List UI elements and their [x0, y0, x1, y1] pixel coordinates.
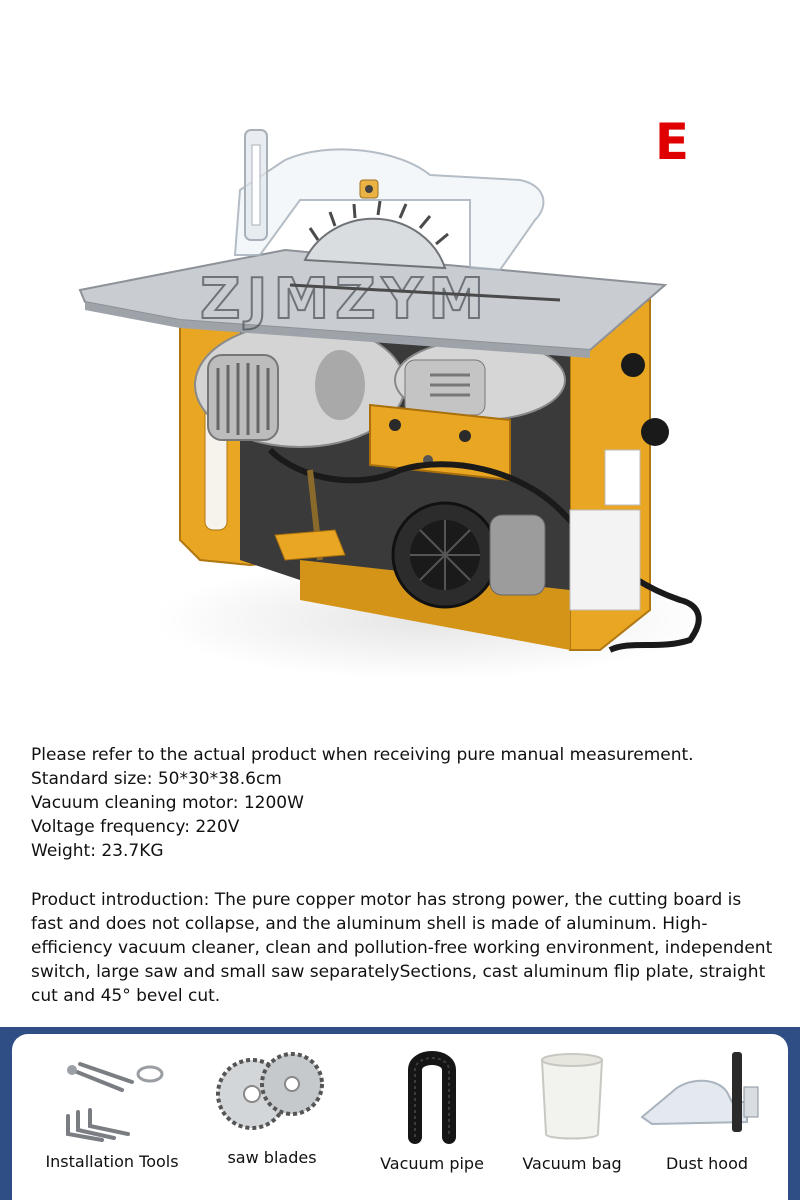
accessory-vacuum-bag	[502, 1034, 642, 1200]
accessories-card	[12, 1034, 788, 1200]
accessory-label: Vacuum bag	[522, 1154, 622, 1173]
accessory-label: saw blades	[227, 1148, 317, 1167]
accessory-label: Dust hood	[665, 1154, 749, 1173]
spec-voltage: Voltage frequency: 220V	[31, 817, 240, 837]
accessory-label: Vacuum pipe	[380, 1154, 484, 1173]
accessory-installation-tools	[32, 1034, 192, 1200]
spec-vacuum-motor: Vacuum cleaning motor: 1200W	[31, 793, 304, 813]
accessories-panel	[0, 1027, 800, 1200]
product-introduction: Product introduction: The pure copper motor has strong power, the cutting board is fast and does not collapse, and the aluminum shell is made of aluminum. High-efficiency vacuum cleaner, clean and pollution-free working environment, independent switch, large saw and small saw separatelySections, cast aluminum flip plate, straight cut and 45° bevel cut.	[31, 890, 773, 1006]
dust-hood-icon	[632, 1042, 782, 1147]
spec-list	[31, 743, 771, 863]
spec-weight: Weight: 23.7KG	[31, 841, 164, 861]
vacuum-motor	[393, 503, 545, 607]
spec-size: Standard size: 50*30*38.6cm	[31, 769, 282, 789]
accessory-vacuum-pipe	[357, 1034, 507, 1200]
accessory-label: Installation Tools	[45, 1152, 179, 1171]
saw-blade	[305, 201, 448, 268]
vacuum-bag-icon	[502, 1042, 642, 1147]
switch-box	[570, 510, 640, 610]
tools-icon	[32, 1042, 192, 1147]
variant-label: E	[654, 113, 690, 171]
watermark-text: ZJMZYM	[200, 267, 491, 332]
accessory-dust-hood	[632, 1034, 782, 1200]
saw-blade-icon	[197, 1042, 347, 1147]
spec-note: Please refer to the actual product when receiving pure manual measurement.	[31, 745, 694, 765]
accessory-saw-blades	[197, 1034, 347, 1200]
vacuum-pipe-icon	[357, 1042, 507, 1147]
